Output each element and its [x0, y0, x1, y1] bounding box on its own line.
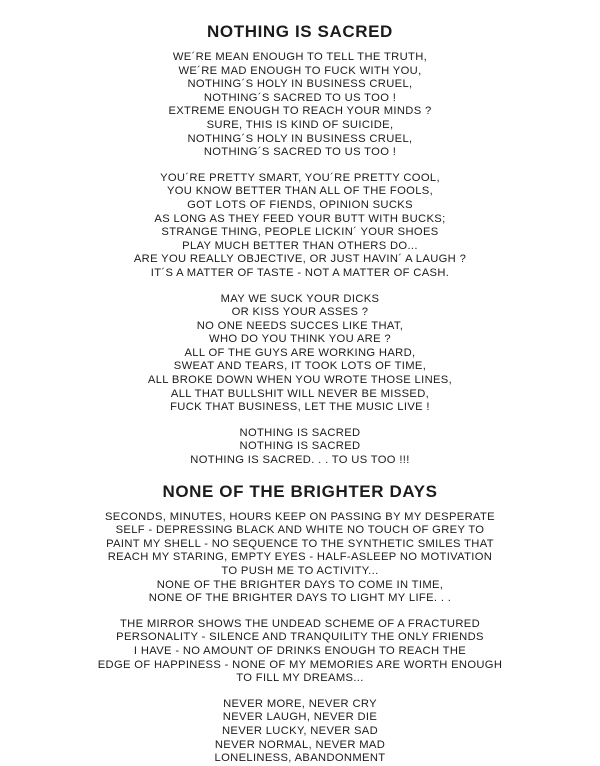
lyric-line: PAINT MY SHELL - NO SEQUENCE TO THE SYNTHETIC SMILES THAT — [106, 537, 494, 550]
lyric-line: MAY WE SUCK YOUR DICKS — [220, 292, 380, 305]
stanza — [98, 618, 503, 686]
song-block-nothing-is-sacred — [18, 22, 582, 468]
lyric-line: AS LONG AS THEY FEED YOUR BUTT WITH BUCKS; — [154, 212, 446, 225]
lyric-line: PERSONALITY - SILENCE AND TRANQUILITY THE ONLY FRIENDS — [116, 631, 484, 644]
lyric-line: NEVER LAUGH, NEVER DIE — [222, 711, 378, 724]
lyric-line: NEVER MORE, NEVER CRY — [223, 697, 377, 710]
lyric-line: NOTHING IS SACRED. . . TO US TOO !!! — [190, 454, 410, 467]
lyric-line: TO FILL MY DREAMS... — [236, 672, 364, 685]
lyric-line: EDGE OF HAPPINESS - NONE OF MY MEMORIES ARE WORTH ENOUGH — [97, 658, 503, 671]
lyric-line: STRANGE THING, PEOPLE LICKIN´ YOUR SHOES — [161, 226, 439, 239]
lyric-line: NONE OF THE BRIGHTER DAYS TO COME IN TIME, — [156, 578, 444, 591]
lyric-line: SELF - DEPRESSING BLACK AND WHITE NO TOUCH OF GREY TO — [115, 524, 485, 537]
song-block-none-of-the-brighter-days — [18, 468, 582, 766]
lyric-line: IT´S A MATTER OF TASTE - NOT A MATTER OF CASH. — [150, 266, 450, 279]
lyric-line: SWEAT AND TEARS, IT TOOK LOTS OF TIME, — [173, 360, 427, 373]
lyric-line: NONE OF THE BRIGHTER DAYS TO LIGHT MY LIFE. . . — [148, 592, 452, 605]
stanza — [134, 172, 466, 281]
lyric-line: ALL BROKE DOWN WHEN YOU WROTE THOSE LINES, — [147, 374, 453, 387]
lyric-line: REACH MY STARING, EMPTY EYES - HALF-ASLEEP NO MOTIVATION — [107, 551, 493, 564]
lyric-line: NOTHING IS SACRED — [239, 440, 361, 453]
lyric-line: NEVER NORMAL, NEVER MAD — [214, 738, 386, 751]
lyric-line: NEVER LUCKY, NEVER SAD — [221, 724, 379, 737]
lyric-line: NOTHING´S SACRED TO US TOO ! — [203, 146, 397, 159]
lyric-line: NO ONE NEEDS SUCCES LIKE THAT, — [196, 319, 404, 332]
lyric-line: TO PUSH ME TO ACTIVITY... — [221, 565, 379, 577]
lyric-line: WE´RE MAD ENOUGH TO FUCK WITH YOU, — [178, 64, 422, 77]
lyric-line: NOTHING IS SACRED — [239, 426, 361, 439]
lyric-line: FUCK THAT BUSINESS, LET THE MUSIC LIVE ! — [170, 401, 430, 414]
lyric-line: YOU KNOW BETTER THAN ALL OF THE FOOLS, — [166, 185, 434, 198]
page-title: NOTHING IS SACRED — [207, 22, 393, 41]
lyric-line: SURE, THIS IS KIND OF SUICIDE, — [206, 118, 394, 131]
page-title-secondary: NONE OF THE BRIGHTER DAYS — [162, 481, 438, 501]
lyric-line: ALL OF THE GUYS ARE WORKING HARD, — [184, 346, 416, 359]
lyric-line: EXTREME ENOUGH TO REACH YOUR MINDS ? — [168, 105, 432, 118]
stanza — [148, 293, 452, 415]
lyric-line: SECONDS, MINUTES, HOURS KEEP ON PASSING BY MY DESPERATE — [105, 510, 495, 523]
lyric-line: NOTHING´S HOLY IN BUSINESS CRUEL, — [187, 78, 413, 91]
lyric-line: GOT LOTS OF FIENDS, OPINION SUCKS — [187, 198, 413, 211]
stanza — [215, 698, 386, 766]
lyric-line: PLAY MUCH BETTER THAN OTHERS DO... — [182, 239, 418, 252]
lyric-line: WE´RE MEAN ENOUGH TO TELL THE TRUTH, — [172, 51, 428, 63]
lyric-line: ARE YOU REALLY OBJECTIVE, OR JUST HAVIN´ A LAUGH ? — [133, 253, 467, 266]
stanza — [168, 51, 431, 160]
lyric-line: LONELINESS, ABANDONMENT — [214, 752, 386, 765]
lyric-line: THE MIRROR SHOWS THE UNDEAD SCHEME OF A FRACTURED — [119, 617, 481, 630]
stanza — [190, 427, 409, 468]
lyric-line: ALL THAT BULLSHIT WILL NEVER BE MISSED, — [170, 387, 430, 400]
stanza — [105, 511, 495, 606]
lyric-line: I HAVE - NO AMOUNT OF DRINKS ENOUGH TO REACH THE — [133, 644, 467, 657]
lyric-line: YOU´RE PRETTY SMART, YOU´RE PRETTY COOL, — [160, 171, 440, 184]
lyric-line: NOTHING´S SACRED TO US TOO ! — [203, 91, 397, 104]
lyric-line: OR KISS YOUR ASSES ? — [231, 306, 369, 319]
lyric-line: WHO DO YOU THINK YOU ARE ? — [209, 333, 391, 346]
lyric-line: NOTHING´S HOLY IN BUSINESS CRUEL, — [187, 132, 413, 145]
